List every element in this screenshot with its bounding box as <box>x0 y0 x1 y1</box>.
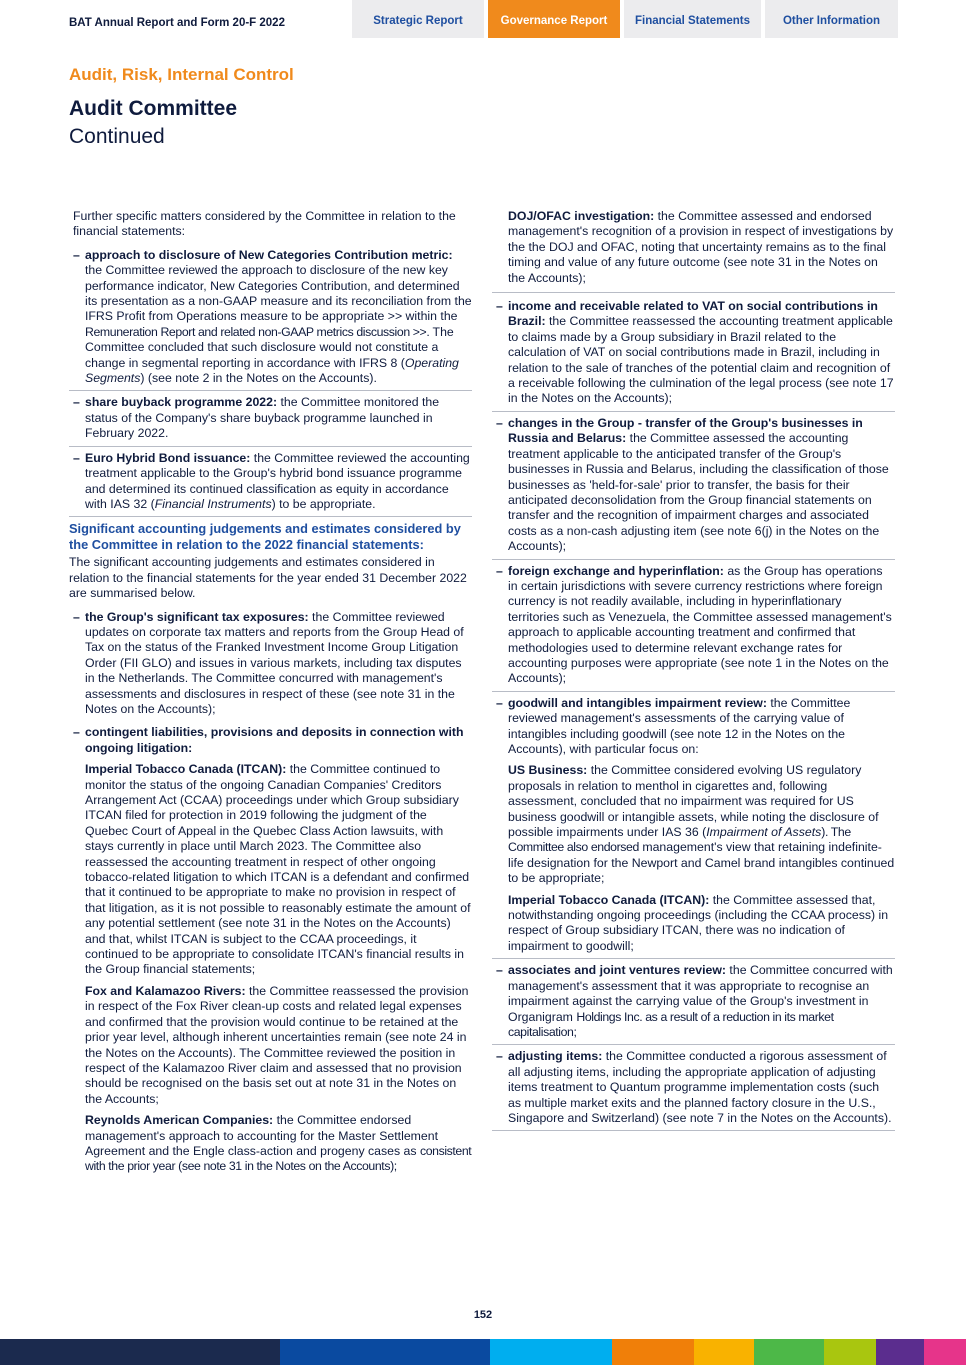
dash-bullet: – <box>73 609 80 624</box>
dash-bullet: – <box>496 563 503 578</box>
list-item-goodwill: – goodwill and intangibles impairment review: the Committee reviewed management's assessments of the carrying value of intangibles including goodwill (see note 12 in the Notes on the Accounts), with particular focus on: US Business: the Committee considered evolving US regulatory proposals in relation to menthol in cigarettes and, following assessment, concluded that no impairment was required for US business goodwill or intangible assets, while noting the disclosure of possible impairments under IAS 36 (Impairment of Assets). The Committee also endorsed management's view that retaining indefinite-life designation for the Newport and Camel brand intangibles continued to be appropriate; Imperial Tobacco Canada (ITCAN): the Committee assessed that, notwithstanding ongoing proceedings (including the CCAA process) in respect of Group subsidiary ITCAN, there was no indication of impairment to goodwill; <box>492 696 895 960</box>
dash-bullet: – <box>73 725 80 740</box>
tab-governance-report[interactable]: Governance Report <box>488 0 620 38</box>
footer-segment <box>0 1339 280 1365</box>
section-tabs <box>352 0 898 38</box>
tab-financial-statements[interactable]: Financial Statements <box>624 0 761 38</box>
footer-segment <box>924 1339 966 1365</box>
dash-bullet: – <box>496 695 503 710</box>
sub-item: Reynolds American Companies: the Committee endorsed management's approach to accounting for the Master Settlement Agreement and the Engle class-action and progeny cases as consistent with the prior year (see note 31 in the Notes on the Accounts); <box>85 1113 472 1174</box>
list-item: – income and receivable related to VAT on social contributions in Brazil: the Committee reassessed the accounting treatment applicable to claims made by a Group subsidiary in Brazil related to the calculation of VAT on social contributions made in Brazil, including in relation to the sale of tranches of the potential claim and recognition of a receivable following the culmination of the legal process (see note 17 in the Notes on the Accounts); <box>492 299 895 412</box>
list-item: – adjusting items: the Committee conducted a rigorous assessment of all adjusting items, including the appropriate application of adjusting items treatment to Quantum programme implementation costs (such as multiple market exits and the planned factory closure in the U.S., Singapore and Switzerland) (see note 7 in the Notes on the Accounts). <box>492 1049 895 1131</box>
dash-bullet: – <box>496 415 503 430</box>
sub-item: Fox and Kalamazoo Rivers: the Committee reassessed the provision in respect of the Fox River clean-up costs and related legal expenses and confirmed that the provision would continue to be retained at the prior year level, although inherent uncertainties remain (see note 24 in the Notes on the Accounts). The Committee reviewed the position in respect of the Kalamazoo River claim and assessed that no provision should be recognised on the basis set out at note 31 in the Notes on the Accounts; <box>85 983 469 1106</box>
intro-text: Further specific matters considered by the Committee in relation to the financial statements: <box>73 209 456 239</box>
footer-segment <box>490 1339 612 1365</box>
dash-bullet: – <box>496 299 503 314</box>
footer-segment <box>824 1339 876 1365</box>
footer-color-bar <box>0 1339 966 1365</box>
tab-strategic-report[interactable]: Strategic Report <box>352 0 484 38</box>
list-item: – Euro Hybrid Bond issuance: the Committee reviewed the accounting treatment applicable to the Group's hybrid bond issuance programme and determined its continued classification as equity in accordance with IAS 32 (Financial Instruments) to be appropriate. <box>69 451 472 518</box>
significant-judgements-text: The significant accounting judgements and estimates considered in relation to the financial statements for the year ended 31 December 2022 are summarised below. <box>69 555 467 601</box>
footer-segment <box>612 1339 694 1365</box>
footer-segment <box>280 1339 490 1365</box>
page-title: Audit Committee <box>69 97 237 120</box>
sub-item: US Business: the Committee considered evolving US regulatory proposals in relation to menthol in cigarettes and, following assessment, concluded that no impairment was required for US business goodwill or intangible assets, while noting the disclosure of possible impairments under IAS 36 (Impairment of Assets). The Committee also endorsed management's view that retaining indefinite-life designation for the Newport and Camel brand intangibles continued to be appropriate; <box>508 763 895 886</box>
tab-other-information[interactable]: Other Information <box>765 0 898 38</box>
dash-bullet: – <box>496 1049 503 1064</box>
section-label: Audit, Risk, Internal Control <box>69 65 294 84</box>
dash-bullet: – <box>73 450 80 465</box>
page-subtitle: Continued <box>69 125 165 148</box>
footer-segment <box>876 1339 924 1365</box>
dash-bullet: – <box>496 963 503 978</box>
dash-bullet: – <box>73 395 80 410</box>
sub-item: Imperial Tobacco Canada (ITCAN): the Committee continued to monitor the status of the ongoing Canadian Companies' Creditors Arrangement Act (CCAA) proceedings under which Group subsidiary ITCAN filed for protection in 2019 following the judgment of the Quebec Court of Appeal in the Quebec Class Action lawsuits, with stays currently in place until March 2023. The Committee also reassessed the accounting treatment in respect of other ongoing tobacco-related litigation to which ITCAN is a defendant and confirmed that it continued to be appropriate to make no provision in respect of that litigation, as it is not possible to reasonably estimate the amount of any potential settlement (see note 31 in the Notes on the Accounts) and that, whilst ITCAN is subject to the CCAA proceedings, it continued to be appropriate to consolidate ITCAN's financial results in the Group financial statements; <box>85 762 471 977</box>
list-item: – foreign exchange and hyperinflation: as the Group has operations in certain jurisdictions with severe currency restrictions where foreign currency is not readily available, including in hyperinflationary territories such as Venezuela, the Committee assessed management's approach to applicable accounting treatment and confirmed that methodologies used to determine relevant exchange rates for accounting purposes were appropriate (see note 1 in the Notes on the Accounts); <box>492 564 895 692</box>
list-item: – associates and joint ventures review: the Committee concurred with management's assessment that it was appropriate to recognise an impairment against the carrying value of the Group's investment in Organigram Holdings Inc. as a result of a reduction in its market capitalisation; <box>492 963 895 1045</box>
list-item: – share buyback programme 2022: the Committee monitored the status of the Company's share buyback programme launched in February 2022. <box>69 395 472 446</box>
footer-segment <box>754 1339 824 1365</box>
significant-judgements-heading: Significant accounting judgements and estimates considered by the Committee in relation to the 2022 financial statements: <box>69 521 461 553</box>
document-title: BAT Annual Report and Form 20-F 2022 <box>69 17 285 29</box>
list-item: – the Group's significant tax exposures: the Committee reviewed updates on corporate tax matters and reports from the Group Head of Tax on the status of the Franked Investment Income Group Litigation Order (FII GLO) and issues in various markets, including tax disputes in the Netherlands. The Committee concurred with management's assessments and disclosures in respect of these (see note 31 in the Notes on the Accounts); <box>73 609 464 716</box>
dash-bullet: – <box>73 247 80 262</box>
list-item: – approach to disclosure of New Categories Contribution metric: the Committee reviewed the approach to disclosure of the new key performance indicator, New Categories Contribution, and determined its presentation as a non-GAAP measure and its reconciliation from the IFRS Profit from Operations measure to be appropriate >> within the Remuneration Report and related non-GAAP metrics discussion >>. The Committee concluded that such disclosure would not constitute a change in segmental reporting in accordance with IFRS 8 (Operating Segments) (see note 2 in the Notes on the Accounts). <box>69 248 472 392</box>
continued-sub-item: DOJ/OFAC investigation: the Committee assessed and endorsed management's recognition of a provision in respect of investigations by the the DOJ and OFAC, noting that uncertainty remains as to the final timing and value of any future outcome (see note 31 in the Notes on the Accounts); <box>492 209 895 293</box>
left-column <box>69 209 472 1183</box>
footer-segment <box>694 1339 754 1365</box>
list-item: – changes in the Group - transfer of the Group's businesses in Russia and Belarus: the Committee assessed the accounting treatment applicable to the anticipated transfer of the Group's businesses in Russia and Belarus, including the classification of those businesses as 'held-for-sale' prior to transfer, the basis for their anticipated deconsolidation from the Group financial statements on transfer and the recognition of impairment charges and associated costs as a non-cash adjusting item (see note 6(j) in the Notes on the Accounts); <box>492 416 895 560</box>
sub-item: Imperial Tobacco Canada (ITCAN): the Committee assessed that, notwithstanding ongoing proceedings (including the CCAA process) in respect of Group subsidiary ITCAN, there was no indication of impairment to goodwill; <box>508 892 889 953</box>
list-item-contingent: – contingent liabilities, provisions and deposits in connection with ongoing litigation: Imperial Tobacco Canada (ITCAN): the Committee continued to monitor the status of the ongoing Canadian Companies' Creditors Arrangement Act (CCAA) proceedings under which Group subsidiary ITCAN filed for protection in 2019 following the judgment of the Quebec Court of Appeal in the Quebec Class Action lawsuits, with stays currently in place until March 2023. The Committee also reassessed the accounting treatment in respect of other ongoing tobacco-related litigation to which ITCAN is a defendant and confirmed that it continued to be appropriate to make no provision in respect of that litigation, as it is not possible to reasonably estimate the amount of any potential settlement (see note 31 in the Notes on the Accounts) and that, whilst ITCAN is subject to the CCAA proceedings, it continued to be appropriate to consolidate ITCAN's financial results in the Group financial statements; Fox and Kalamazoo Rivers: the Committee reassessed the provision in respect of the Fox River clean-up costs and related legal expenses and confirmed that the provision would continue to be retained at the prior year level, although inherent uncertainties remain (see note 24 in the Notes on the Accounts). The Committee reviewed the position in respect of the Kalamazoo River claim and assessed that no provision should be recognised on the basis set out at note 31 in the Notes on the Accounts; Reynolds American Companies: the Committee endorsed management's approach to accounting for the Master Settlement Agreement and the Engle class-action and progeny cases as consistent with the prior year (see note 31 in the Notes on the Accounts); <box>73 725 472 1174</box>
page-number: 152 <box>473 1309 493 1321</box>
right-column <box>492 209 895 1135</box>
